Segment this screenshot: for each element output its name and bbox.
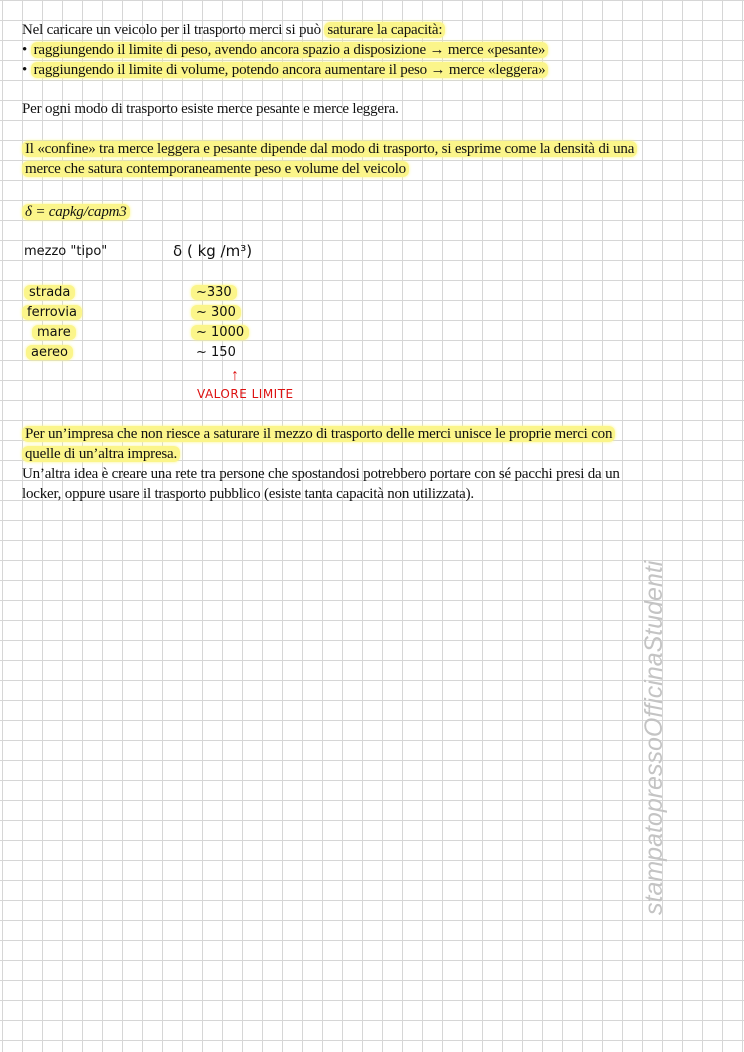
paragraph-1: Per ogni modo di trasporto esiste merce pesante e merce leggera.	[22, 101, 399, 117]
mode-cell: ferrovia	[22, 305, 82, 320]
watermark: stampatopressoOfficinaStudenti	[640, 560, 668, 915]
table-header-mode: mezzo "tipo"	[24, 244, 108, 259]
bullet-text: raggiungendo il limite di peso, avendo ancora spazio a disposizione → merce «pesante»	[31, 42, 549, 58]
arrow-up-icon: ↑	[231, 367, 239, 384]
paragraph-4-line: Un’altra idea è creare una rete tra persone che spostandosi potrebbero portare con sé pacchi presi da un	[22, 466, 620, 482]
paragraph-2-line	[22, 159, 409, 179]
density-cell: ~ 300	[191, 305, 241, 320]
bullet-item	[22, 40, 548, 60]
bullet-marker: •	[22, 42, 31, 58]
density-cell: ~330	[191, 285, 237, 300]
density-cell: ~ 1000	[191, 325, 249, 340]
table-header-density: δ ( kg /m³)	[173, 242, 253, 260]
mode-cell: aereo	[26, 345, 73, 360]
paragraph-3-line	[22, 444, 180, 464]
paragraph-4-line: locker, oppure usare il trasporto pubblico (esiste tanta capacità non utilizzata).	[22, 486, 474, 502]
intro-text: Nel caricare un veicolo per il trasporto merci si può	[22, 22, 325, 38]
intro-line	[22, 20, 445, 40]
paragraph-2-text: merce che satura contemporaneamente peso e volume del veicolo	[22, 161, 409, 177]
bullet-item	[22, 60, 548, 80]
formula	[22, 202, 130, 222]
bullet-text: raggiungendo il limite di volume, potendo ancora aumentare il peso → merce «leggera»	[31, 62, 549, 78]
limit-annotation: VALORE LIMITE	[197, 387, 294, 401]
mode-cell: mare	[32, 325, 76, 340]
paragraph-2-text: Il «confine» tra merce leggera e pesante dipende dal modo di trasporto, si esprime come la densità di una	[22, 141, 637, 157]
density-cell: ~ 150	[196, 345, 236, 360]
paragraph-3-text: quelle di un’altra impresa.	[22, 446, 180, 462]
bullet-marker: •	[22, 62, 31, 78]
intro-highlight: saturare la capacità:	[324, 22, 445, 38]
mode-cell: strada	[24, 285, 75, 300]
paragraph-3-line	[22, 424, 615, 444]
paragraph-3-text: Per un’impresa che non riesce a saturare il mezzo di trasporto delle merci unisce le proprie merci con	[22, 426, 615, 442]
formula-text: δ = capkg/capm3	[22, 204, 130, 220]
paragraph-2-line	[22, 139, 637, 159]
